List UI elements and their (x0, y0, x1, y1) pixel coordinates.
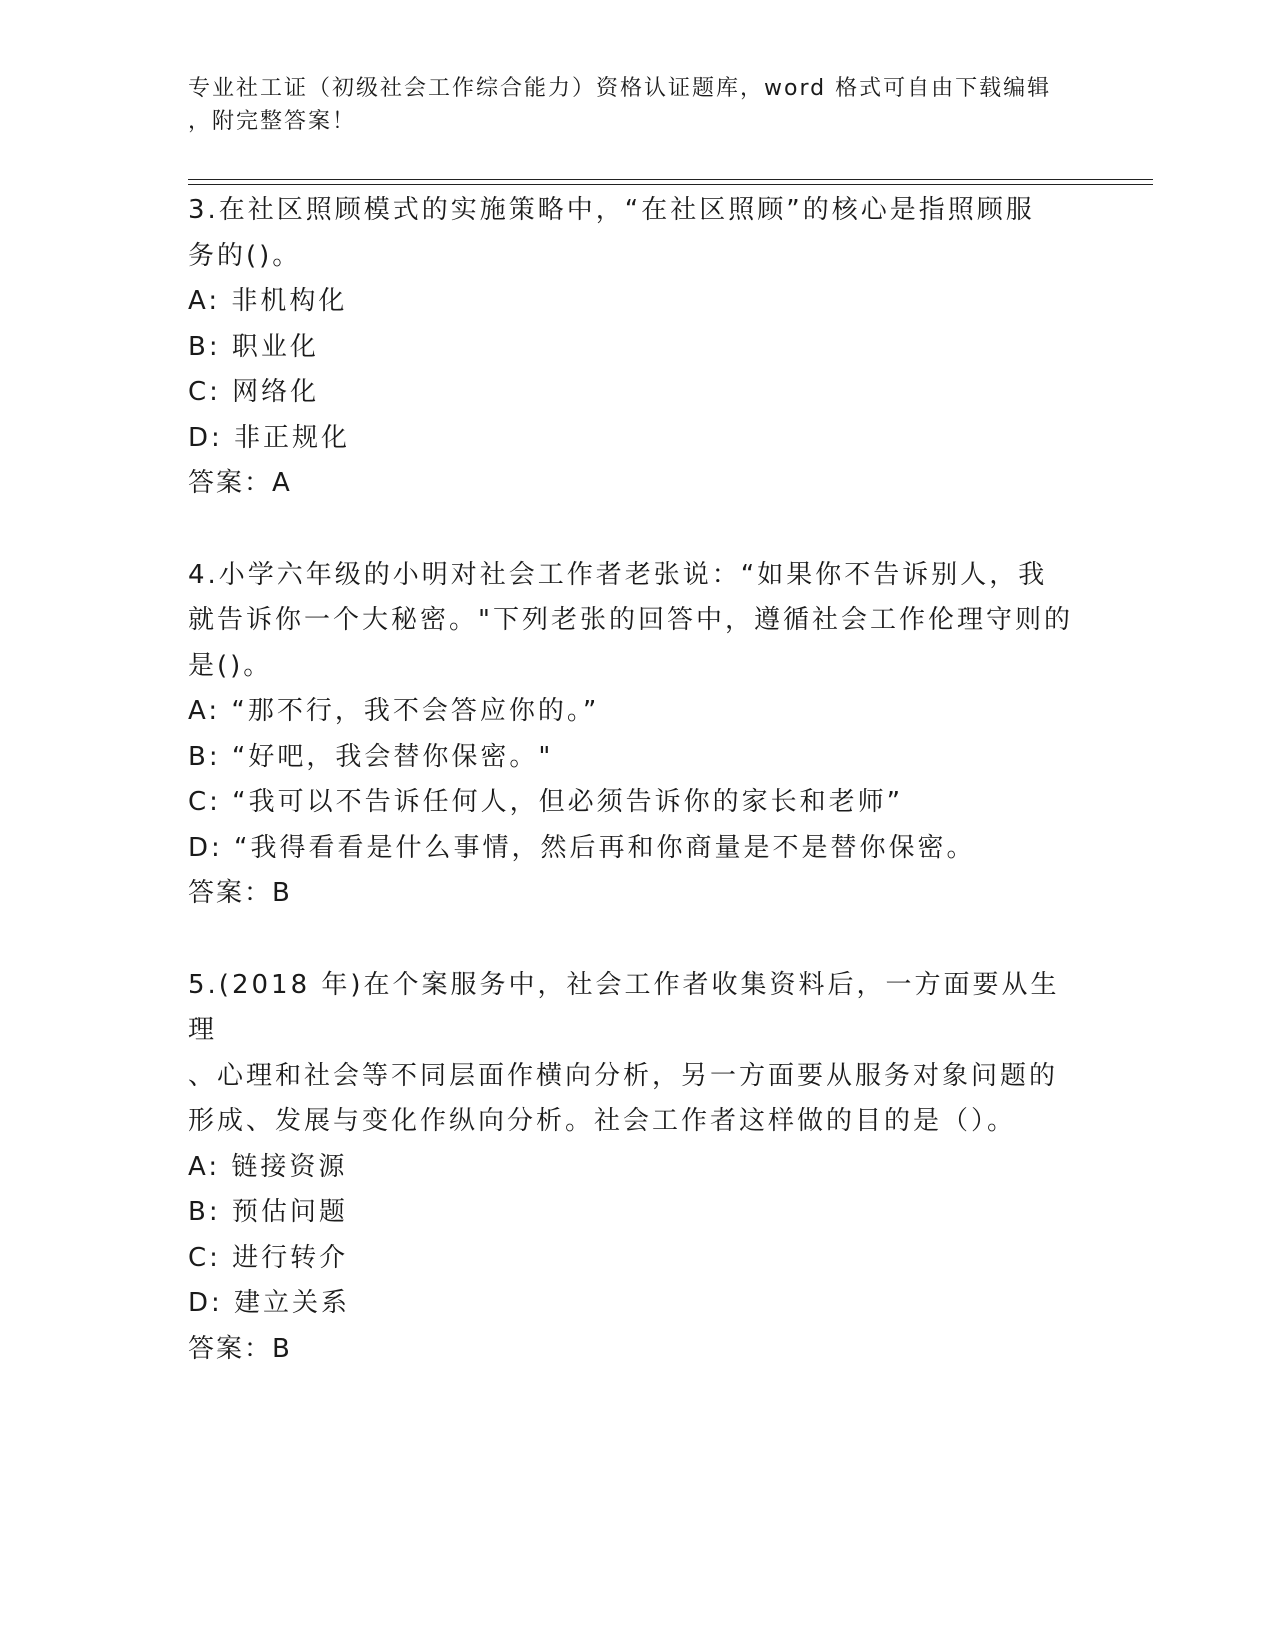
question-5 (188, 963, 1088, 1373)
option-d: D: 非正规化 (188, 422, 351, 453)
document-header: 专业社工证（初级社会工作综合能力）资格认证题库，word 格式可自由下载编辑 ，附完整答案！ (188, 76, 1052, 134)
question-stem: 4.小学六年级的小明对社会工作者老张说：“如果你不告诉别人，我 就告诉你一个大秘密。"下列老张的回答中，遵循社会工作伦理守则的 是()。 (188, 559, 1073, 681)
question-stem: 3.在社区照顾模式的实施策略中，“在社区照顾”的核心是指照顾服 务的()。 (188, 195, 1035, 271)
option-c: C: 进行转介 (188, 1242, 349, 1273)
option-d: D: “我得看看是什么事情，然后再和你商量是不是替你保密。 (188, 832, 976, 863)
answer: 答案：B (188, 1333, 292, 1364)
option-a: A: 链接资源 (188, 1151, 348, 1182)
option-b: B: 预估问题 (188, 1197, 348, 1227)
option-b: B: “好吧，我会替你保密。" (188, 741, 554, 772)
option-c: C: 网络化 (188, 377, 320, 407)
option-c: C: “我可以不告诉任何人，但必须告诉你的家长和老师” (188, 787, 904, 817)
option-a: A: “那不行，我不会答应你的。” (188, 696, 600, 726)
header-divider-bottom (188, 184, 1153, 185)
option-d: D: 建立关系 (188, 1288, 351, 1318)
question-stem: 5.(2018 年)在个案服务中，社会工作者收集资料后，一方面要从生理 、心理和社会等不同层面作横向分析，另一方面要从服务对象问题的 形成、发展与变化作纵向分析。社会工作者这样做的目的是（）。 (188, 969, 1060, 1136)
answer: 答案：B (188, 878, 292, 908)
option-b: B: 职业化 (188, 331, 319, 362)
question-3 (188, 188, 1088, 507)
question-4 (188, 553, 1088, 917)
option-a: A: 非机构化 (188, 286, 348, 316)
answer: 答案：A (188, 468, 292, 498)
header-divider-top (188, 179, 1153, 180)
question-list (188, 188, 1088, 1372)
